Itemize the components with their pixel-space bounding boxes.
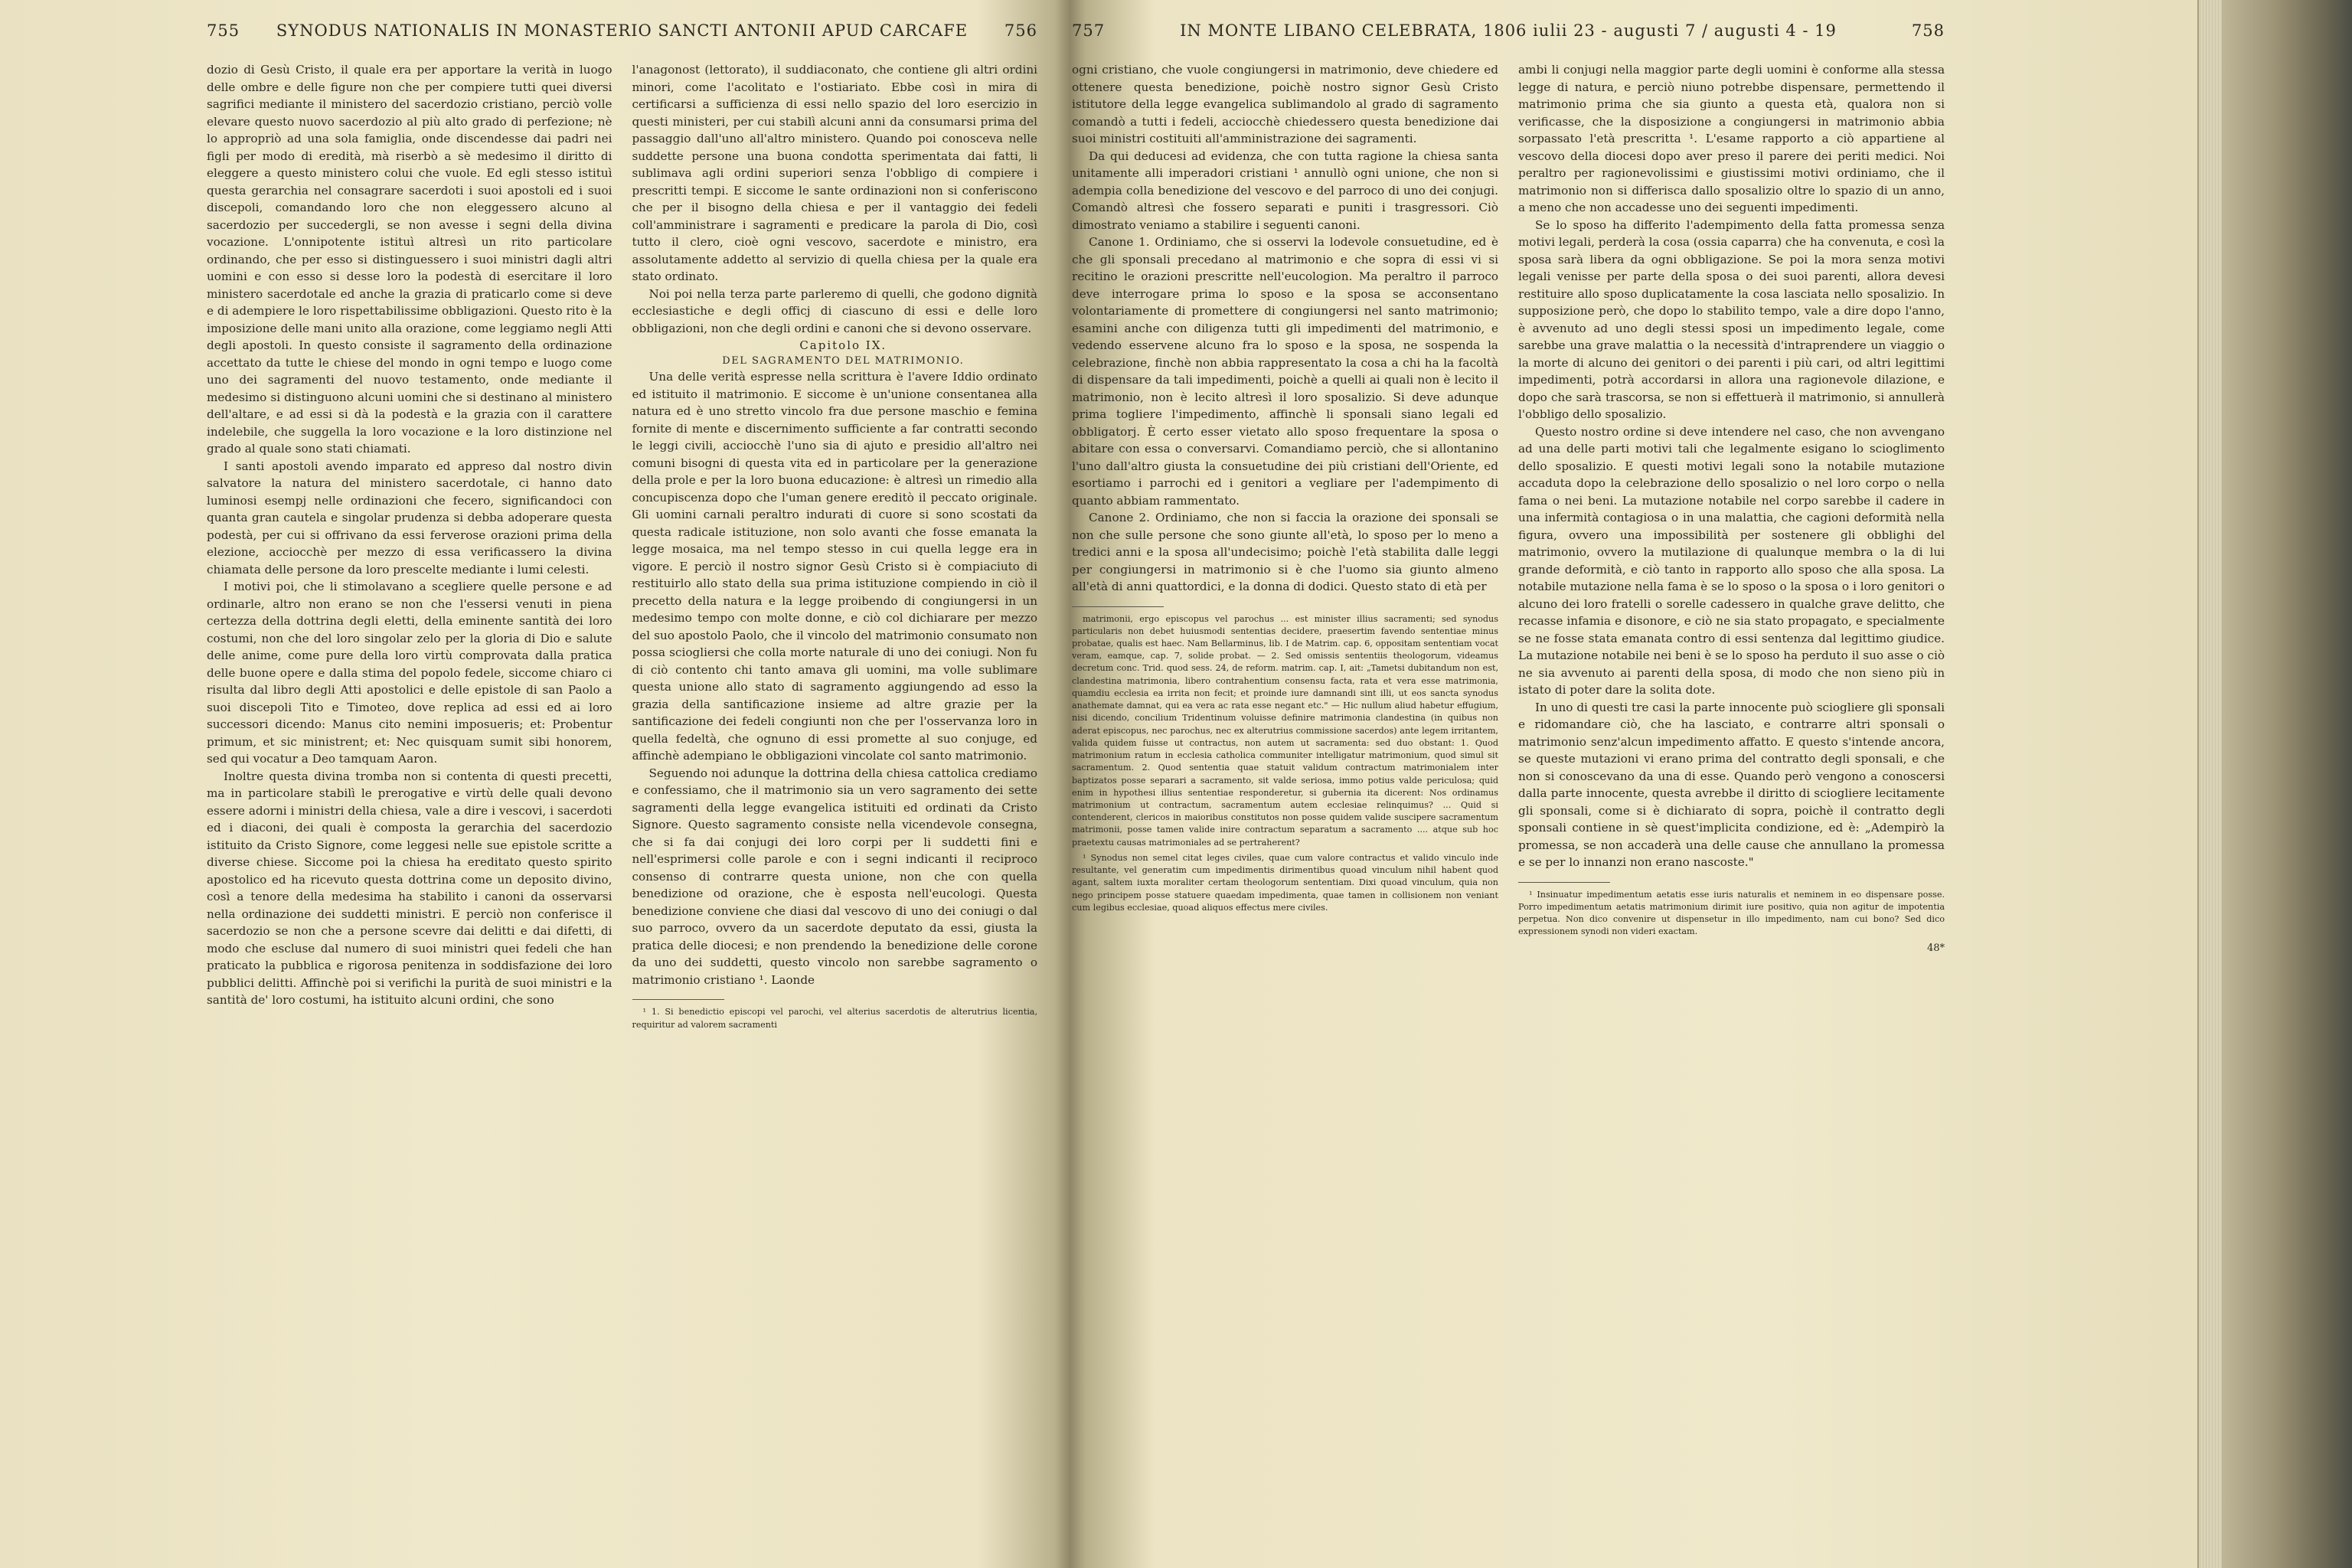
left-column-2 xyxy=(632,61,1038,1537)
right-columns xyxy=(1072,61,1945,1537)
paragraph: Noi poi nella terza parte parleremo di quelli, che godono dignità ecclesiastiche e degli officj di ciascuno di essi e delle loro obbligazioni, non che degli ordini e canoni che si devono osservare. xyxy=(632,286,1037,335)
footnote-rule xyxy=(1072,606,1164,607)
footnote-text: ¹ Insinuatur impedimentum aetatis esse iuris naturalis et neminem in eo dispensare posse. Porro impedimentum aetatis matrimonium dirimit iure positivo, quia non agitur de impotentia perpetua. Non dico convenire ut dispensetur in illo impedimento, nam cui bono? Sed dico expressionem synodi non videri exactam. xyxy=(1518,889,1945,937)
chapter-heading: Capitolo IX. xyxy=(799,338,887,352)
paragraph: In uno di questi tre casi la parte innocente può sciogliere gli sponsali e ridomandare ciò, che ha lasciato, e contrarre altri sponsali o matrimonio senz'alcun impedimento affatto. E questo s'intende ancora, se queste mutazioni vi erano prima del contratto degli sponsali, e che non si conoscevano da una di esse. Quando però vengono a conoscersi dalla parte innocente, questa avrebbe il diritto di sciogliere lecitamente gli sponsali, come si è dichiarato di sopra, poichè il contratto degli sponsali contiene in sè quest'implicita condizione, ed è: „Adempirò la promessa, se non accaderà una delle cause che annullano la promessa e se per lo innanzi non erano nascoste." xyxy=(1518,700,1945,869)
footnote-text: ¹ Synodus non semel citat leges civiles, quae cum valore contractus et valido vinculo inde resultante, vel generatim cum impedimentis dirimentibus quoad vinculum nihil habent quod agant, saltem iuxta moraliter certam theologorum sententiam. Dixi quoad vinculum, quia non nego principem posse statuere quaedam impedimenta, quae tamen in collisionem non veniant cum legibus ecclesiae, quoad aliquos effectus mere civiles. xyxy=(1072,852,1498,913)
paragraph: I motivi poi, che li stimolavano a scegliere quelle persone e ad ordinarle, altro non erano se non che l'essersi venuti in piena certezza della dottrina degli eletti, della eminente santità dei loro costumi, non che del loro singolar zelo per la gloria di Dio e salute delle anime, come pure della loro virtù comprovata dalla pratica delle buone opere e dalla stima del popolo fedele, siccome chiaro ci risulta dal libro degli Atti apostolici e delle epistole di san Paolo a suoi discepoli Tito e Timoteo, dove replica ad essi ed ai loro successori dicendo: Manus cito nemini imposueris; et: Probentur primum, et sic ministrent; et: Nec quisquam sumit sibi honorem, sed qui vocatur a Deo tamquam Aaron. xyxy=(207,580,612,766)
paragraph: Da qui deducesi ad evidenza, che con tutta ragione la chiesa santa unitamente alli imperadori cristiani ¹ annullò ogni unione, che non si adempia colla benedizione del vescovo e del parroco di uno dei conjugi. Comandò altresì che fossero separati e puniti i trasgressori. Ciò dimostrato veniamo a stabilire i seguenti canoni. xyxy=(1072,149,1498,232)
signature-mark: 48* xyxy=(1926,942,1945,955)
paragraph: Questo nostro ordine si deve intendere nel caso, che non avvengano ad una delle parti motivi tali che legalmente esigano lo scioglimento dello sposalizio. E questi motivi legali sono la notabile mutazione accaduta dopo la celebrazione dello sposalizio o nel loro corpo o nella fama o nei beni. La mutazione notabile nel corpo sarebbe il cadere in una infermità contagiosa o in una malattia, che cagioni deformità nella figura, ovvero una impossibilità per sostenere gli obblighi del matrimonio, ovvero la mutilazione di qualunque membra o la di lui grande deformità, e ciò tanto in rapporto allo sposo che alla sposa. La notabile mutazione nella fama è se lo sposo o la sposa o i loro genitori o alcuno dei loro fratelli o sorelle cadessero in qualche grave delitto, che recasse infamia e disonore, e ciò ne sia stato propagato, e specialmente se ne fosse stata emanata contro di essi sentenza dal legittimo giudice. La mutazione notabile nei beni è se lo sposo ha perduto il suo asse o ciò ne sia avvenuto ai parenti della sposa, di modo che non sieno più in istato di poter dare la solita dote. xyxy=(1518,424,1945,697)
paragraph: Seguendo noi adunque la dottrina della chiesa cattolica crediamo e confessiamo, che il matrimonio sia un vero sagramento dei sette sagramenti della legge evangelica istituiti ed ordinati da Cristo Signore. Questo sagramento consiste nella vicendevole consegna, che si fa dai conjugi dei loro corpi per li suddetti fini e nell'esprimersi colle parole e con i segni indicanti il reciproco consenso di contrarre questa unione, non che con quella benedizione od orazione, che è esposta nell'eucologi. Questa benedizione conviene che diasi dal vescovo di uno dei coniugi o dal suo parroco, ovvero da un sacerdote deputato da essi, giusta la pratica delle diocesi; e non prendendo la benedizione delle corone da uno dei suddetti, questo vincolo non sarebbe sagramento o matrimonio cristiano ¹. Laonde xyxy=(632,766,1037,987)
footnote-text: ¹ 1. Si benedictio episcopi vel parochi, vel alterius sacerdotis de alterutrius licentia, requiritur ad valorem sacramenti xyxy=(632,1007,1037,1030)
footnote xyxy=(1518,889,1945,939)
left-columns xyxy=(207,61,1037,1537)
page-number-755: 755 xyxy=(207,21,240,40)
paragraph: ambi li conjugi nella maggior parte degli uomini è conforme alla stessa legge di natura, e perciò niuno potrebbe dispensare, permettendo il matrimonio prima che sia giunto a questa età, qualora non si verificasse, che la disposizione a congiungersi in matrimonio abbia sorpassato l'età prescritta ¹. L'esame rapporto a ciò appartiene al vescovo della diocesi dopo aver preso il parere dei periti medici. Noi peraltro per ragionevolissimi e giustissimi motivi ordiniamo, che il matrimonio non si differisca dallo sposalizio oltre lo spazio di un anno, a meno che non accadesse uno dei seguenti impedimenti. xyxy=(1518,63,1945,214)
paragraph: Inoltre questa divina tromba non si contenta di questi precetti, ma in particolare stabilì le prerogative e virtù delle quali devono essere adorni i ministri della chiesa, vale a dire i vescovi, i sacerdoti ed i diaconi, dei quali è composta la gerarchia del sacerdozio istituito da Cristo Signore, come leggesi nelle sue epistole scritte a diverse chiese. Siccome poi la chiesa ha ereditato questo spirito apostolico ed ha ricevuto questa dottrina come un deposito divino, così a tenore della medesima ha stabilito i canoni da osservarsi nella ordinazione dei suddetti ministri. E perciò non conferisce il sacerdozio se non che a persone scevre dai delitti e dai difetti, di modo che escluse dal numero di suoi ministri quei fedeli che han praticato la pubblica e rigorosa penitenza in soddisfazione dei loro pubblici delitti. Affinchè poi si verifichi la purità de suoi ministri e la santità de' loro costumi, ha istituito alcuni ordini, che sono xyxy=(207,769,612,1007)
right-page xyxy=(1072,0,1945,1568)
paragraph: dozio di Gesù Cristo, il quale era per apportare la verità in luogo delle ombre e delle figure non che per compiere tutti quei diversi sagrifici mediante il ministero del sacerdozio cristiano, perciò volle elevare questo nuovo sacerdozio al più alto grado di perfezione; nè lo appropriò ad una sola famiglia, onde discendesse dai padri nei figli per modo di eredità, mà riserbò a sè medesimo il diritto di eleggere a questo ministero colui che vuole. Ed egli stesso istituì questa gerarchia nel consagrare sacerdoti i suoi apostoli ed i suoi discepoli, comandando loro che non eleggessero alcuno al sacerdozio per succedergli, se non avesse i segni della divina vocazione. L'onnipotente istituì altresì un rito particolare ordinando, che per esso si distinguessero i suoi ministri dagli altri uomini e con esso si desse loro la podestà di esercitare il loro ministero sacerdotale ed anche la grazia di praticarlo come si deve e di adempiere le loro rispettabilissime obbligazioni. Questo rito è la imposizione delle mani unito alla orazione, come leggiamo negli Atti degli apostoli. In questo consiste il sagramento della ordinazione accettato da tutte le chiese del mondo in ogni tempo e luogo come uno dei sagramenti del nuovo testamento, onde mediante il medesimo si distinguono alcuni uomini che si destinano al ministero dell'altare, e ad essi si dà la podestà e la grazia con il carattere indelebile, che suggella la loro vocazione e la loro distinzione nel grado al quale sono stati chiamati. xyxy=(207,63,612,456)
footnote-text: matrimonii, ergo episcopus vel parochus ... est minister illius sacramenti; sed synodus particularis non debet huiusmodi sententias decidere, praesertim favendo sententiae minus probatae, qualis est haec. Nam Bellarminus, lib. I de Matrim. cap. 6, oppositam sententiam vocat veram, eamque, cap. 7, solide probat. — 2. Sed omissis sententiis theologorum, videamus decretum conc. Trid. quod sess. 24, de reform. matrim. cap. I, ait: „Tametsi dubitandum non est, clandestina matrimonia, libero contrahentium consensu facta, rata et vera esse matrimonia, quamdiu ecclesia ea irrita non fecit; et proinde iure damnandi sint illi, ut eos sancta synodus anathemate damnat, qui ea vera ac rata esse negant etc." — Hic nullum aliud habetur effugium, nisi dicendo, concilium Tridentinum voluisse definire matrimonia clandestina (in quibus non aderat episcopus, nec parochus, nec ex alterutrius commissione sacerdos) ante legem irritantem, valida quidem fuisse ut contractus, non autem ut sacramenta: sed duo obstant: 1. Quod matrimonium ratum in ecclesia catholica communiter intelligatur matrimonium, quod simul sit sacramentum. 2. Quod sententia quae statuit validum contractum matrimonialem inter baptizatos posse separari a sacramento, sit valde seriosa, immo potius valde periculosa; quid enim in hypothesi illius sententiae responderetur, si gubernia ita dicerent: Nos ordinamus matrimonium ut contractum, sacramentum autem ecclesiae relinquimus? ... Quid si contenderent, clericos in maioribus constitutos non posse quidem valide suscipere sacramentum matrimonii, posse tamen valide inire contractum separatum a sacramento .... atque sub hoc praetextu causas matrimoniales ad se pertraherent? xyxy=(1072,613,1498,848)
paragraph: Una delle verità espresse nella scrittura è l'avere Iddio ordinato ed istituito il matrimonio. E siccome è un'unione consentanea alla natura ed è uno stretto vincolo fra due persone maschio e femina fornite di mente e discernimento sufficiente a far contratti secondo le leggi civili, acciocchè l'uno sia di ajuto e presidio all'altro nei comuni bisogni di questa vita ed in particolare per la generazione della prole e per la loro buona educazione: è altresì un rimedio alla concupiscenza dopo che l'uman genere ereditò il peccato originale. Gli uomini carnali peraltro indurati di cuore si sono scostati da questa radicale istituzione, non solo avanti che fosse emanata la legge mosaica, ma nel tempo stesso in cui quella legge era in vigore. E perciò il nostro signor Gesù Cristo si è compiaciuto di restituirlo allo stato della sua prima istituzione compiendo in ciò il precetto della natura e la legge proibendo di congiungersi in un medesimo tempo con molte donne, e ciò col dichiarare per mezzo del suo apostolo Paolo, che il vincolo del matrimonio consumato non possa sciogliersi che colla morte naturale di uno dei coniugi. Non fu di ciò contento chi tanto amava gli uomini, ma volle sublimare questa unione allo stato di sagramento aggiungendo ad esso la grazia della santificazione insieme ad altre grazie per la santificazione dei fedeli congiunti non che per l'osservanza loro in quella fedeltà, che ognuno di essi promette al suo conjuge, ed affinchè adempiano le obbligazioni vincolate col santo matrimonio. xyxy=(632,370,1037,763)
left-page xyxy=(207,0,1037,1568)
left-running-title: SYNODUS NATIONALIS IN MONASTERIO SANCTI ANTONII APUD CARCAFE xyxy=(276,21,969,40)
left-running-head xyxy=(207,21,1037,52)
page-number-758: 758 xyxy=(1911,21,1945,40)
right-column-1 xyxy=(1072,61,1498,1537)
right-running-head xyxy=(1072,21,1945,52)
page-number-757: 757 xyxy=(1072,21,1106,40)
paragraph: Se lo sposo ha differito l'adempimento della fatta promessa senza motivi legali, perderà la cosa (ossia caparra) che ha convenuta, e così la sposa sarà libera da ogni obbligazione. Se poi la mora senza motivi legali venisse per parte della sposa o dei suoi parenti, allora devesi restituire allo sposo duplicatamente la cosa lasciata nello sposalizio. In supposizione però, che dopo lo stabilito tempo, vale a dire dopo l'anno, è avvenuto ad uno degli stessi sposi un impedimento legale, come sarebbe una grave malattia o la necessità d'intraprendere un viaggio o la morte di alcuno dei genitori o dei parenti i più cari, od altri legittimi impedimenti, potrà accordarsi in allora una ragionevole dilazione, e dopo che sarà trascorsa, se non si effettuerà il matrimonio, si annullerà l'obbligo dello sposalizio. xyxy=(1518,217,1945,421)
paragraph: I santi apostoli avendo imparato ed appreso dal nostro divin salvatore la natura del ministero sacerdotale, ci hanno dato luminosi esempj nelle ordinazioni che fecero, significandoci con quanta gran cautela e singolar prudenza si debba adoperare questa podestà, per cui si offrivano da essi ferverose orazioni prima della elezione, acciocchè per mezzo di essa verificassero la divina chiamata delle persone da loro prescelte mediante i lumi celesti. xyxy=(207,459,612,577)
right-running-title: IN MONTE LIBANO CELEBRATA, 1806 iulii 23 - augusti 7 / augusti 4 - 19 xyxy=(1180,21,1837,40)
footnote-rule xyxy=(1518,882,1610,883)
paragraph: l'anagonost (lettorato), il suddiaconato, che contiene gli altri ordini minori, come l'acolitato e l'ostiariato. Ebbe così in mira di certificarsi a sufficienza di essi nello spazio del loro esercizio in questi ministeri, per cui stabilì alcuni anni da consumarsi prima del passaggio dall'uno all'altro ministero. Quando poi conosceva nelle suddette persone una buona condotta sperimentata dai fatti, li sublimava agli ordini superiori senza l'obbligo di compiere i prescritti tempi. E siccome le sante ordinazioni non si conferiscono che per il bisogno della chiesa e per il vantaggio dei fedeli coll'amministrare i sagramenti e predicare la parola di Dio, così tutto il clero, cioè ogni vescovo, sacerdote e ministro, era assolutamente addetto al servizio di quella chiesa per la quale era stato ordinato. xyxy=(632,63,1037,283)
page-edges xyxy=(2197,0,2352,1568)
footnote xyxy=(1072,613,1498,915)
right-column-2 xyxy=(1518,61,1945,1537)
page-number-756: 756 xyxy=(1004,21,1037,40)
footnote xyxy=(632,1006,1038,1031)
paragraph: Canone 2. Ordiniamo, che non si faccia la orazione dei sponsali se non che sulle persone che sono giunte all'età, lo sposo per lo meno a tredici anni e la sposa all'undecisimo; poichè l'età stabilita dalle leggi per congiungersi in matrimonio si è che l'uomo sia giunto almeno all'età di anni quattordici, e la donna di dodici. Questo stato di età per xyxy=(1072,511,1498,593)
footnote-rule xyxy=(632,999,724,1000)
left-column-1 xyxy=(207,61,612,1537)
paragraph: ogni cristiano, che vuole congiungersi in matrimonio, deve chiedere ed ottenere questa benedizione, poichè nostro signor Gesù Cristo istitutore della legge evangelica sublimandolo al grado di sagramento comandò a tutti i fedeli, acciocchè chiedessero questa benedizione dai suoi ministri costituiti all'amministrazione dei sagramenti. xyxy=(1072,63,1498,145)
chapter-subheading: DEL SAGRAMENTO DEL MATRIMONIO. xyxy=(722,355,965,368)
paragraph: Canone 1. Ordiniamo, che si osservi la lodevole consuetudine, ed è che gli sponsali precedano al matrimonio e che sopra di essi vi si recitino le orazioni prescritte nell'eucologion. Ma peraltro il parroco deve interrogare prima lo sposo e la sposa se acconsentano volontariamente di promettere di congiungersi nel santo matrimonio; esamini anche con diligenza tutti gli impedimenti del matrimonio, e vedendo esservene alcuno fra lo sposo e la sposa, ne sospenda la celebrazione, finchè non abbia rappresentato la cosa a chi ha la facoltà di dispensare da tali impedimenti, poichè a quelli ai quali non è lecito il matrimonio, non è lecito altresì il loro sposalizio. Si deve adunque prima togliere l'impedimento, affinchè li sponsali siano legali ed obbligatorj. È certo esser vietato allo sposo frequentare la sposa o abitare con essa o conversarvi. Comandiamo perciò, che si allontanino l'uno dall'altro giusta la consuetudine dei più cristiani dell'Oriente, ed esortiamo i parrochi ed i genitori a vegliare per l'adempimento di quanto abbiam rammentato. xyxy=(1072,235,1498,508)
